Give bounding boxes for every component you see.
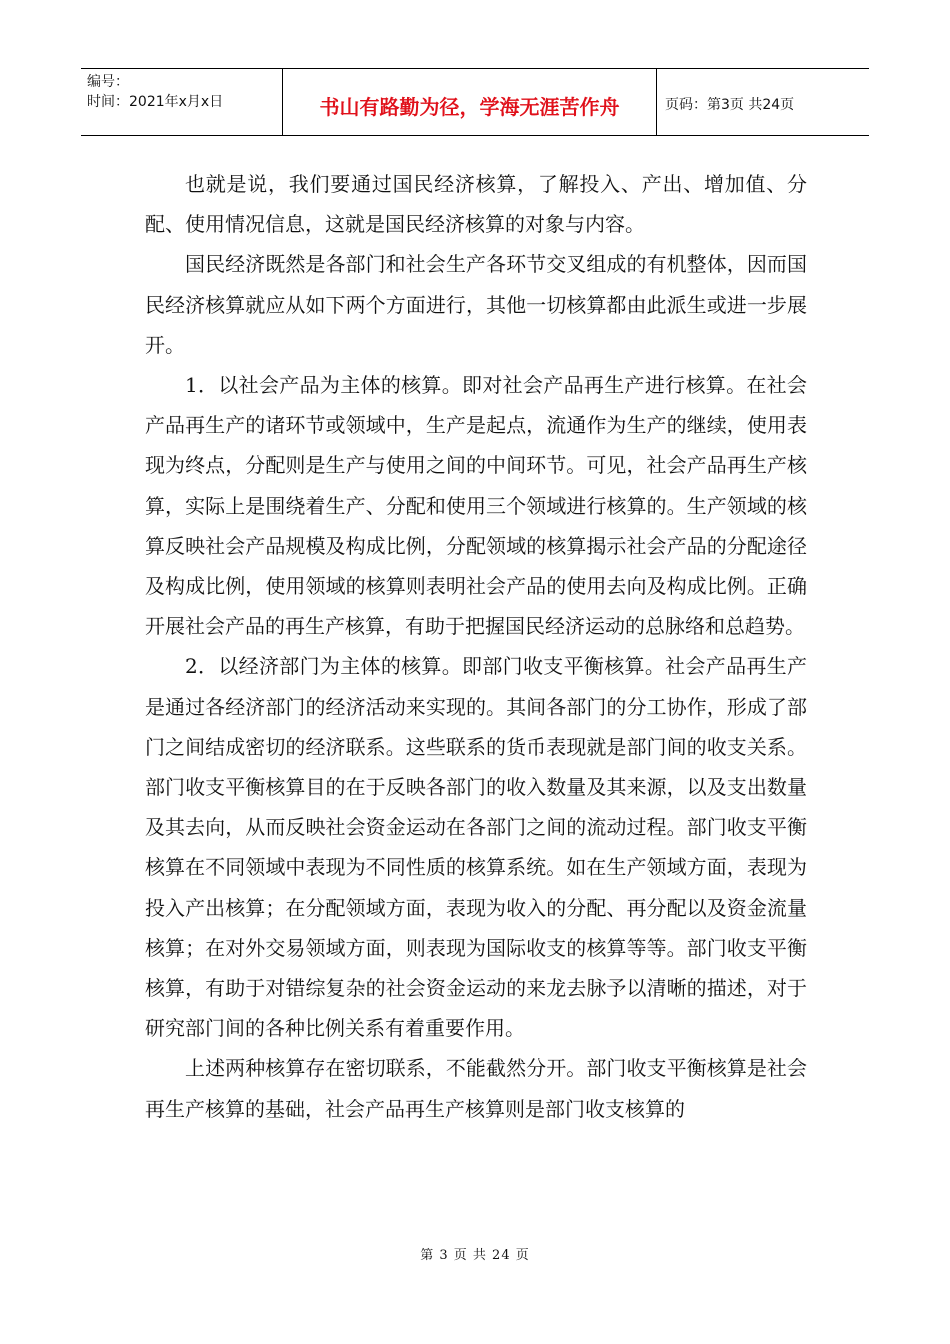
paragraph: 1．以社会产品为主体的核算。即对社会产品再生产进行核算。在社会产品再生产的诸环节或领域中，生产是起点，流通作为生产的继续，使用表现为终点，分配则是生产与使用之间的中间环节。可见，社会产品再生产核算，实际上是围绕着生产、分配和使用三个领域进行核算的。生产领域的核算反映社会产品规模及构成比例，分配领域的核算揭示社会产品的分配途径及构成比例，使用领域的核算则表明社会产品的使用去向及构成比例。正确开展社会产品的再生产核算，有助于把握国民经济运动的总脉络和总趋势。 xyxy=(145,373,807,639)
paragraph: 2．以经济部门为主体的核算。即部门收支平衡核算。社会产品再生产是通过各经济部门的经济活动来实现的。其间各部门的分工协作，形成了部门之间结成密切的经济联系。这些联系的货币表现就是部门间的收支关系。部门收支平衡核算目的在于反映各部门的收入数量及其来源，以及支出数量及其去向，从而反映社会资金运动在各部门之间的流动过程。部门收支平衡核算在不同领域中表现为不同性质的核算系统。如在生产领域方面，表现为投入产出核算；在分配领域方面，表现为收入的分配、再分配以及资金流量核算；在对外交易领域方面，则表现为国际收支的核算等等。部门收支平衡核算，有助于对错综复杂的社会资金运动的来龙去脉予以清晰的描述，对于研究部门间的各种比例关系有着重要作用。 xyxy=(145,654,807,1041)
paragraph: 国民经济既然是各部门和社会生产各环节交叉组成的有机整体，因而国民经济核算就应从如下两个方面进行，其他一切核算都由此派生或进一步展开。 xyxy=(145,252,807,357)
header-meta xyxy=(81,69,283,135)
document-time-label: 时间：2021年x月x日 xyxy=(87,94,224,110)
paragraph: 上述两种核算存在密切联系，不能截然分开。部门收支平衡核算是社会再生产核算的基础，社会产品再生产核算则是部门收支核算的 xyxy=(145,1056,807,1121)
document-body xyxy=(145,164,807,1129)
header-motto: 书山有路勤为径，学海无涯苦作舟 xyxy=(283,69,657,135)
header-page-info: 页码：第3页 共24页 xyxy=(665,97,795,113)
paragraph: 也就是说，我们要通过国民经济核算，了解投入、产出、增加值、分配、使用情况信息，这就是国民经济核算的对象与内容。 xyxy=(145,172,807,237)
document-number-label: 编号： xyxy=(87,74,129,90)
page-header xyxy=(81,68,869,136)
page-footer: 第 3 页 共 24 页 xyxy=(420,1248,530,1263)
